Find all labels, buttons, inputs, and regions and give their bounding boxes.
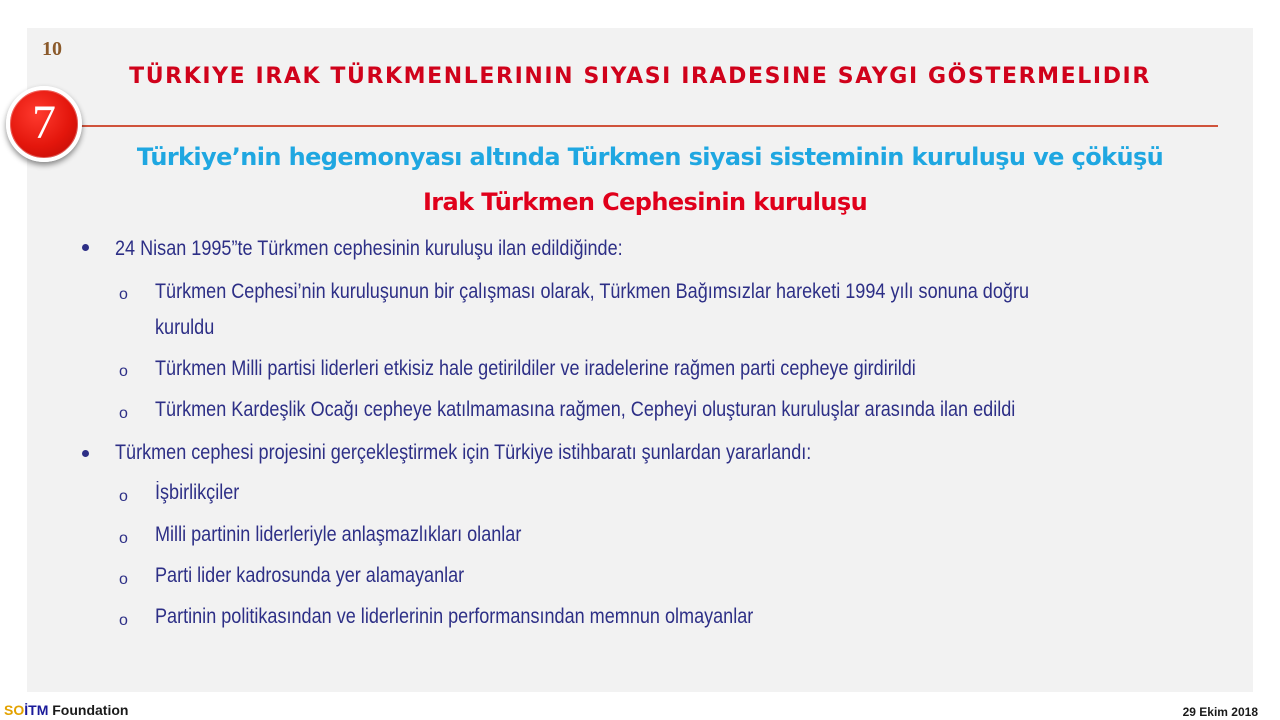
sub-bullet-marker: o [119,488,128,505]
list-item: Türkmen Milli partisi liderleri etkisiz hale getirildiler ve iradelerine rağmen parti cepheye girdirildi [155,357,916,380]
sub-bullet-marker: o [119,571,128,588]
sub-bullet-marker: o [119,612,128,629]
slide-subtitle: Türkiye’nin hegemonyası altında Türkmen siyasi sisteminin kuruluşu ve çöküşü [136,143,1164,171]
title-divider [80,125,1218,127]
list-item: Milli partinin liderleriyle anlaşmazlıkları olanlar [155,523,522,546]
list-item: İşbirlikçiler [155,481,240,504]
list-item: Parti lider kadrosunda yer alamayanlar [155,564,465,587]
slide-title: TÜRKIYE IRAK TÜRKMENLERININ SIYASI IRADESINE SAYGI GÖSTERMELIDIR [129,64,1151,89]
list-item: kuruldu [155,316,215,339]
list-item: Türkmen Cephesi’nin kuruluşunun bir çalışması olarak, Türkmen Bağımsızlar hareketi 1994 yılı sonuna doğru [155,280,1030,303]
section-title: Irak Türkmen Cephesinin kuruluşu [422,188,868,216]
sub-bullet-marker: o [119,286,128,303]
footer-date: 29 Ekim 2018 [1182,705,1258,719]
footer-logo: SOİTM Foundation [4,702,129,718]
slide-number: 10 [42,38,62,60]
badge-number: 7 [32,96,56,149]
bullet-dot [82,450,89,457]
sub-bullet-marker: o [119,405,128,422]
list-item: Türkmen Kardeşlik Ocağı cepheye katılmamasına rağmen, Cepheyi oluşturan kuruluşlar arasında ilan edildi [155,398,1016,421]
list-item: Türkmen cephesi projesini gerçekleştirmek için Türkiye istihbaratı şunlardan yararlandı: [115,441,812,464]
sub-bullet-marker: o [119,530,128,547]
bullet-dot [82,244,89,251]
sub-bullet-marker: o [119,363,128,380]
list-item: Partinin politikasından ve liderlerinin performansından memnun olmayanlar [155,605,754,628]
list-item: 24 Nisan 1995”te Türkmen cephesinin kuruluşu ilan edildiğinde: [115,237,623,260]
